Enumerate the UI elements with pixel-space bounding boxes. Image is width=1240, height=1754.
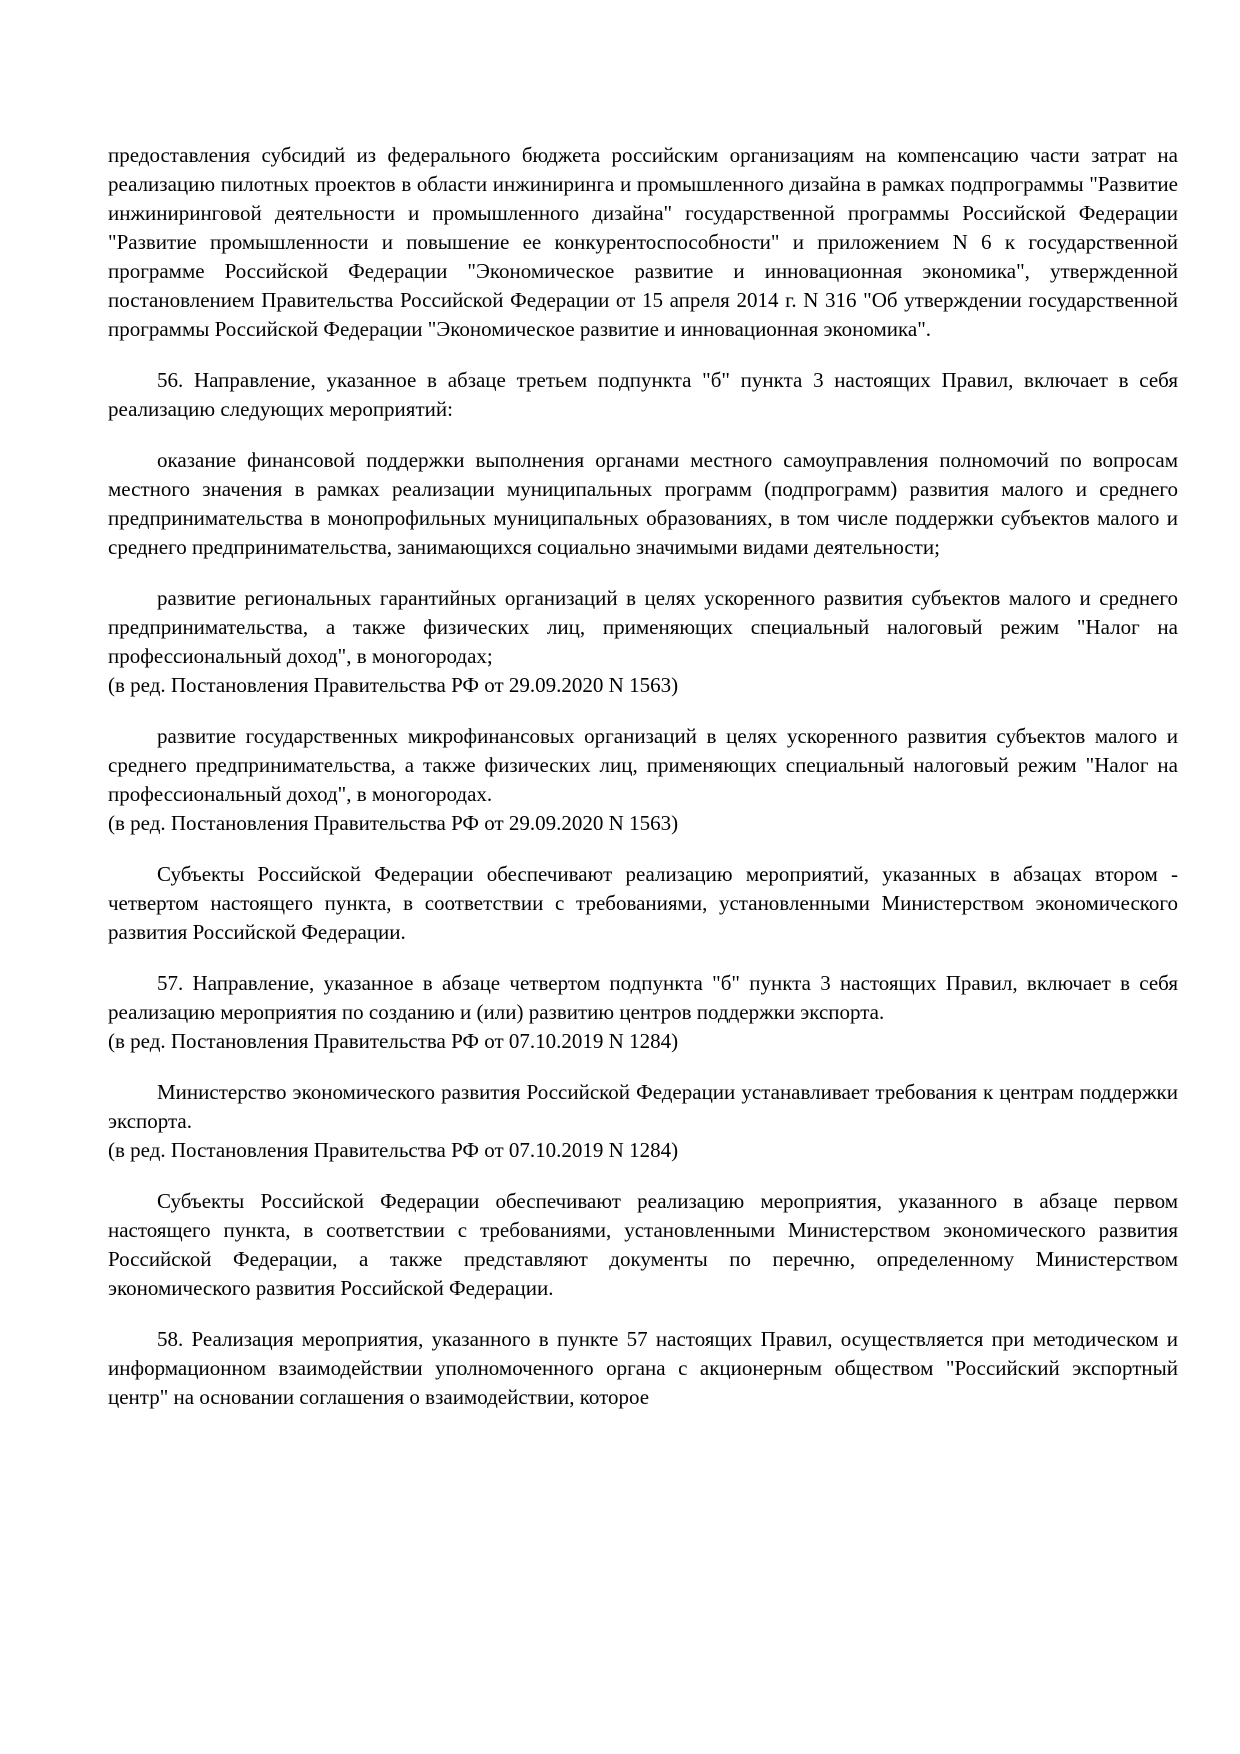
document-paragraph: Министерство экономического развития Российской Федерации устанавливает требования к центрам поддержки экспорта.: [108, 1080, 1178, 1133]
document-paragraph: 57. Направление, указанное в абзаце четвертом подпункта "б" пункта 3 настоящих Правил, включает в себя реализацию мероприятия по созданию и (или) развитию центров поддержки экспорта.: [108, 971, 1178, 1024]
document-content: [108, 141, 1178, 1412]
document-paragraph: развитие государственных микрофинансовых организаций в целях ускоренного развития субъектов малого и среднего предпринимательства, а также физических лиц, применяющих специальный налоговый режим "Налог на профессиональный доход", в моногородах.: [108, 724, 1178, 806]
document-paragraph: 58. Реализация мероприятия, указанного в пункте 57 настоящих Правил, осуществляется при методическом и информационном взаимодействии уполномоченного органа с акционерным обществом "Российский экспортный центр" на основании соглашения о взаимодействии, которое: [108, 1327, 1178, 1409]
amendment-note: (в ред. Постановления Правительства РФ от 29.09.2020 N 1563): [108, 811, 679, 835]
paragraph-group: [108, 1325, 1178, 1412]
document-paragraph: 56. Направление, указанное в абзаце третьем подпункта "б" пункта 3 настоящих Правил, включает в себя реализацию следующих мероприятий:: [108, 368, 1178, 421]
paragraph-group: [108, 366, 1178, 424]
document-paragraph: развитие региональных гарантийных организаций в целях ускоренного развития субъектов малого и среднего предпринимательства, а также физических лиц, применяющих специальный налоговый режим "Налог на профессиональный доход", в моногородах;: [108, 586, 1178, 668]
document-paragraph: предоставления субсидий из федерального бюджета российским организациям на компенсацию части затрат на реализацию пилотных проектов в области инжиниринга и промышленного дизайна в рамках подпрограммы "Развитие инжиниринговой деятельности и промышленного дизайна" государственной программы Российской Федерации "Развитие промышленности и повышение ее конкурентоспособности" и приложением N 6 к государственной программе Российской Федерации "Экономическое развитие и инновационная экономика", утвержденной постановлением Правительства Российской Федерации от 15 апреля 2014 г. N 316 "Об утверждении государственной программы Российской Федерации "Экономическое развитие и инновационная экономика".: [108, 143, 1178, 341]
paragraph-group: [108, 722, 1178, 838]
amendment-note: (в ред. Постановления Правительства РФ от 07.10.2019 N 1284): [108, 1029, 679, 1053]
paragraph-group: [108, 969, 1178, 1056]
document-paragraph: Субъекты Российской Федерации обеспечивают реализацию мероприятий, указанных в абзацах втором - четвертом настоящего пункта, в соответствии с требованиями, установленными Министерством экономического развития Российской Федерации.: [108, 862, 1178, 944]
paragraph-group: [108, 141, 1178, 344]
paragraph-group: [108, 1078, 1178, 1165]
paragraph-group: [108, 860, 1178, 947]
amendment-note: (в ред. Постановления Правительства РФ от 29.09.2020 N 1563): [108, 673, 679, 697]
paragraph-group: [108, 446, 1178, 562]
paragraph-group: [108, 1187, 1178, 1303]
document-paragraph: оказание финансовой поддержки выполнения органами местного самоуправления полномочий по вопросам местного значения в рамках реализации муниципальных программ (подпрограмм) развития малого и среднего предпринимательства в монопрофильных муниципальных образованиях, в том числе поддержки субъектов малого и среднего предпринимательства, занимающихся социально значимыми видами деятельности;: [108, 448, 1178, 559]
document-paragraph: Субъекты Российской Федерации обеспечивают реализацию мероприятия, указанного в абзаце первом настоящего пункта, в соответствии с требованиями, установленными Министерством экономического развития Российской Федерации, а также представляют документы по перечню, определенному Министерством экономического развития Российской Федерации.: [108, 1189, 1178, 1300]
amendment-note: (в ред. Постановления Правительства РФ от 07.10.2019 N 1284): [108, 1138, 679, 1162]
paragraph-group: [108, 584, 1178, 700]
